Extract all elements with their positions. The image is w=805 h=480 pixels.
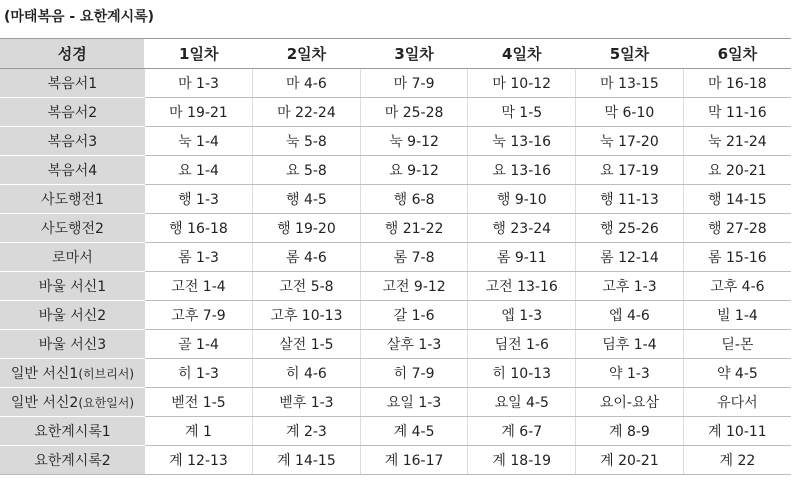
schedule-body	[0, 69, 791, 475]
reading-cell-day-6: 빌 1-4	[683, 301, 791, 330]
reading-cell-day-5: 계 8-9	[576, 417, 684, 446]
reading-cell-day-3: 마 25-28	[360, 98, 468, 127]
book-name: 요한계시록1	[34, 424, 111, 440]
reading-cell-day-4: 히 10-13	[468, 359, 576, 388]
table-row	[0, 127, 791, 156]
reading-cell-day-6: 계 10-11	[683, 417, 791, 446]
table-row	[0, 359, 791, 388]
reading-cell-day-5: 롬 12-14	[576, 243, 684, 272]
header-day-2: 2일차	[253, 39, 361, 69]
reading-cell-day-5: 고후 1-3	[576, 272, 684, 301]
reading-cell-day-5: 계 20-21	[576, 446, 684, 475]
header-row	[0, 39, 791, 69]
reading-cell-day-2: 살전 1-5	[253, 330, 361, 359]
row-book-label	[0, 359, 145, 388]
reading-cell-day-1: 벧전 1-5	[145, 388, 253, 417]
reading-cell-day-6: 요 20-21	[683, 156, 791, 185]
header-day-5: 5일차	[576, 39, 684, 69]
reading-cell-day-2: 마 22-24	[253, 98, 361, 127]
reading-cell-day-4: 막 1-5	[468, 98, 576, 127]
reading-cell-day-2: 계 2-3	[253, 417, 361, 446]
reading-cell-day-4: 행 9-10	[468, 185, 576, 214]
row-book-label	[0, 417, 145, 446]
book-name: 요한계시록2	[34, 453, 111, 469]
book-name: 일반 서신2	[10, 395, 79, 411]
reading-cell-day-3: 요 9-12	[360, 156, 468, 185]
reading-cell-day-1: 계 12-13	[145, 446, 253, 475]
reading-cell-day-2: 계 14-15	[253, 446, 361, 475]
reading-cell-day-2: 고후 10-13	[253, 301, 361, 330]
reading-cell-day-1: 고후 7-9	[145, 301, 253, 330]
reading-cell-day-6: 행 27-28	[683, 214, 791, 243]
reading-cell-day-4: 요일 4-5	[468, 388, 576, 417]
row-book-label	[0, 127, 145, 156]
table-row	[0, 417, 791, 446]
reading-cell-day-4: 눅 13-16	[468, 127, 576, 156]
book-name: 바울 서신2	[38, 308, 107, 324]
table-row	[0, 98, 791, 127]
reading-cell-day-4: 딤전 1-6	[468, 330, 576, 359]
row-book-label	[0, 69, 145, 98]
reading-cell-day-5: 행 11-13	[576, 185, 684, 214]
reading-cell-day-3: 행 6-8	[360, 185, 468, 214]
reading-cell-day-3: 마 7-9	[360, 69, 468, 98]
row-book-label	[0, 98, 145, 127]
row-book-label	[0, 243, 145, 272]
reading-cell-day-1: 요 1-4	[145, 156, 253, 185]
header-day-1: 1일차	[145, 39, 253, 69]
book-name: 복음서3	[47, 134, 98, 150]
reading-cell-day-5: 약 1-3	[576, 359, 684, 388]
reading-cell-day-6: 약 4-5	[683, 359, 791, 388]
reading-cell-day-2: 행 4-5	[253, 185, 361, 214]
table-row	[0, 214, 791, 243]
reading-cell-day-1: 행 1-3	[145, 185, 253, 214]
reading-cell-day-2: 눅 5-8	[253, 127, 361, 156]
table-row	[0, 185, 791, 214]
table-row	[0, 243, 791, 272]
reading-cell-day-5: 마 13-15	[576, 69, 684, 98]
reading-cell-day-2: 롬 4-6	[253, 243, 361, 272]
reading-cell-day-6: 유다서	[683, 388, 791, 417]
book-name-note: (요한일서)	[78, 396, 135, 410]
reading-cell-day-1: 골 1-4	[145, 330, 253, 359]
reading-cell-day-3: 계 4-5	[360, 417, 468, 446]
book-name: 사도행전2	[40, 221, 104, 237]
reading-cell-day-1: 행 16-18	[145, 214, 253, 243]
table-row	[0, 301, 791, 330]
reading-cell-day-6: 계 22	[683, 446, 791, 475]
reading-cell-day-2: 요 5-8	[253, 156, 361, 185]
document-title: (마태복음 - 요한계시록)	[4, 9, 155, 25]
reading-cell-day-1: 마 1-3	[145, 69, 253, 98]
reading-cell-day-4: 고전 13-16	[468, 272, 576, 301]
table-row	[0, 69, 791, 98]
reading-cell-day-3: 행 21-22	[360, 214, 468, 243]
header-day-4: 4일차	[468, 39, 576, 69]
reading-cell-day-5: 눅 17-20	[576, 127, 684, 156]
reading-cell-day-5: 딤후 1-4	[576, 330, 684, 359]
reading-cell-day-6: 딛-몬	[683, 330, 791, 359]
row-book-label	[0, 446, 145, 475]
row-book-label	[0, 214, 145, 243]
book-name: 복음서4	[47, 163, 98, 179]
table-row	[0, 156, 791, 185]
row-book-label	[0, 272, 145, 301]
reading-cell-day-3: 요일 1-3	[360, 388, 468, 417]
reading-cell-day-5: 행 25-26	[576, 214, 684, 243]
reading-cell-day-3: 살후 1-3	[360, 330, 468, 359]
book-name: 복음서1	[47, 76, 98, 92]
reading-cell-day-6: 고후 4-6	[683, 272, 791, 301]
reading-cell-day-5: 막 6-10	[576, 98, 684, 127]
reading-cell-day-1: 마 19-21	[145, 98, 253, 127]
reading-cell-day-2: 행 19-20	[253, 214, 361, 243]
book-name: 바울 서신3	[38, 337, 107, 353]
table-row	[0, 272, 791, 301]
reading-cell-day-1: 계 1	[145, 417, 253, 446]
reading-schedule-table	[0, 38, 791, 475]
reading-cell-day-3: 눅 9-12	[360, 127, 468, 156]
book-name: 일반 서신1	[10, 366, 79, 382]
row-book-label	[0, 156, 145, 185]
reading-cell-day-1: 눅 1-4	[145, 127, 253, 156]
reading-cell-day-4: 마 10-12	[468, 69, 576, 98]
header-day-3: 3일차	[360, 39, 468, 69]
reading-cell-day-6: 행 14-15	[683, 185, 791, 214]
reading-cell-day-5: 요이-요삼	[576, 388, 684, 417]
reading-cell-day-3: 고전 9-12	[360, 272, 468, 301]
reading-cell-day-2: 히 4-6	[253, 359, 361, 388]
row-book-label	[0, 301, 145, 330]
reading-cell-day-5: 엡 4-6	[576, 301, 684, 330]
reading-cell-day-3: 롬 7-8	[360, 243, 468, 272]
table-row	[0, 388, 791, 417]
book-name: 바울 서신1	[38, 279, 107, 295]
book-name: 복음서2	[47, 105, 98, 121]
reading-cell-day-3: 갈 1-6	[360, 301, 468, 330]
reading-cell-day-4: 계 18-19	[468, 446, 576, 475]
row-book-label	[0, 388, 145, 417]
book-name-note: (히브리서)	[78, 367, 135, 381]
book-name: 로마서	[52, 250, 93, 266]
reading-cell-day-2: 벧후 1-3	[253, 388, 361, 417]
header-book-label: 성경	[0, 39, 145, 69]
reading-cell-day-4: 롬 9-11	[468, 243, 576, 272]
reading-cell-day-6: 롬 15-16	[683, 243, 791, 272]
header-day-6: 6일차	[683, 39, 791, 69]
table-row	[0, 446, 791, 475]
reading-cell-day-3: 히 7-9	[360, 359, 468, 388]
reading-cell-day-1: 고전 1-4	[145, 272, 253, 301]
reading-cell-day-4: 행 23-24	[468, 214, 576, 243]
reading-cell-day-6: 막 11-16	[683, 98, 791, 127]
reading-cell-day-2: 마 4-6	[253, 69, 361, 98]
reading-cell-day-2: 고전 5-8	[253, 272, 361, 301]
reading-cell-day-1: 히 1-3	[145, 359, 253, 388]
reading-cell-day-4: 엡 1-3	[468, 301, 576, 330]
row-book-label	[0, 185, 145, 214]
reading-cell-day-6: 마 16-18	[683, 69, 791, 98]
reading-cell-day-4: 요 13-16	[468, 156, 576, 185]
reading-cell-day-3: 계 16-17	[360, 446, 468, 475]
book-name: 사도행전1	[40, 192, 104, 208]
reading-cell-day-1: 롬 1-3	[145, 243, 253, 272]
reading-cell-day-6: 눅 21-24	[683, 127, 791, 156]
reading-cell-day-5: 요 17-19	[576, 156, 684, 185]
reading-cell-day-4: 계 6-7	[468, 417, 576, 446]
row-book-label	[0, 330, 145, 359]
table-row	[0, 330, 791, 359]
